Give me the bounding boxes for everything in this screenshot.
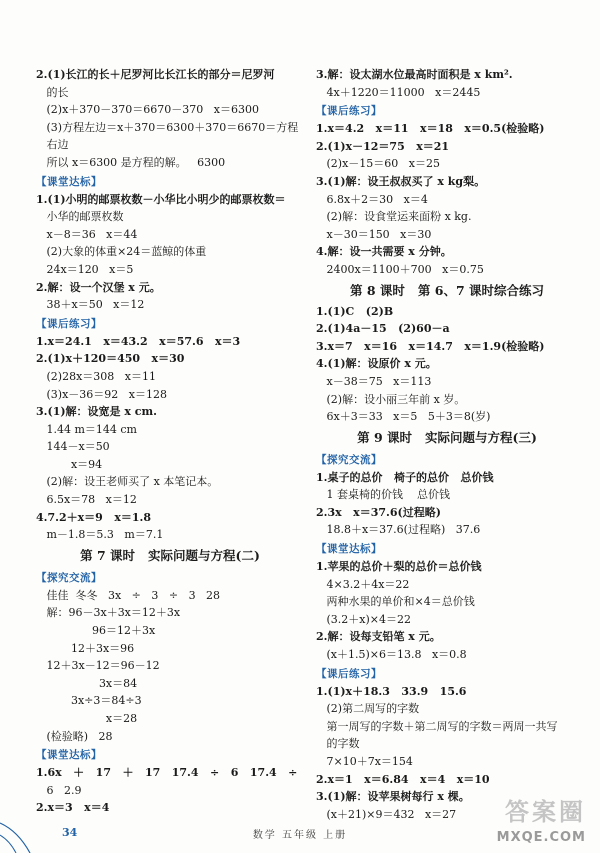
answer-line: 4x＋1220＝11000 x＝2445 <box>316 85 481 99</box>
answer-line: 两种水果的单价和×4＝总价钱 <box>316 595 475 609</box>
section-tag <box>36 172 304 191</box>
question-line: 2.解：设一个汉堡 x 元。 <box>36 280 161 294</box>
answer-line: 1.44 m＝144 cm <box>36 422 137 436</box>
answer-line: x－30＝150 x＝30 <box>316 227 432 241</box>
lesson-heading: 第 9 课时 实际问题与方程(三) <box>357 429 537 445</box>
answer-line: (3.2＋x)×4＝22 <box>316 612 411 626</box>
section-tag <box>316 539 578 558</box>
answer-line: (检验略) 28 <box>36 729 113 743</box>
question-line: 3.(1)解：设苹果树每行 x 棵。 <box>316 790 470 804</box>
answer-line: (3)x－36＝92 x＝128 <box>36 387 167 401</box>
question-line: 1.(1)小明的邮票枚数－小华比小明少的邮票枚数＝ <box>36 192 286 206</box>
section-tag-label: 【探究交流】 <box>36 571 102 584</box>
question-line: 3.x＝7 x＝16 x＝14.7 x＝1.9(检验略) <box>316 339 545 353</box>
question-line: 1.(1)C (2)B <box>316 304 394 318</box>
answer-line: 18.8＋x＝37.6(过程略) 37.6 <box>316 523 481 537</box>
question-line: 1.桌子的总价 椅子的总价 总价钱 <box>316 470 494 484</box>
section-tag <box>36 745 304 764</box>
answer-line: 144－x＝50 <box>36 440 110 454</box>
right-column <box>316 66 578 823</box>
section-tag <box>316 101 578 120</box>
question-line: 4.解：设一共需要 x 分钟。 <box>316 245 452 259</box>
section-tag-label: 【课堂达标】 <box>316 543 382 556</box>
question-line: 3.(1)解：设王叔叔买了 x kg梨。 <box>316 174 486 188</box>
answer-line: 所以 x＝6300 是方程的解。 6300 <box>36 155 226 169</box>
lesson-heading: 第 7 课时 实际问题与方程(二) <box>80 547 260 563</box>
question-line: 1.(1)x＋18.3 33.9 15.6 <box>316 684 467 698</box>
section-tag <box>36 314 304 333</box>
answer-line: 12＋3x＝96 <box>36 641 135 655</box>
question-line: 3.(1)解：设宽是 x cm. <box>36 405 157 419</box>
answer-line: 24x＝120 x＝5 <box>36 262 134 276</box>
question-line: 2.(1)4a－15 (2)60－a <box>316 322 450 336</box>
question-line: 2.(1)x－12＝75 x＝21 <box>316 139 450 153</box>
answer-line: 6.5x＝78 x＝12 <box>36 493 137 507</box>
answer-line: (2)大象的体重×24＝蓝鲸的体重 <box>36 245 207 259</box>
answer-line: (2)28x＝308 x＝11 <box>36 369 156 383</box>
answer-line: x＝94 <box>36 457 103 471</box>
question-line: 4.7.2＋x＝9 x＝1.8 <box>36 510 152 524</box>
section-tag-label: 【课后练习】 <box>36 317 102 330</box>
answer-line: (2)第二周写的字数 <box>316 702 420 716</box>
answer-line: (2)解：设小丽三年前 x 岁。 <box>316 392 466 406</box>
answer-line: 3x＝84 <box>36 676 138 690</box>
answer-line: (2)解：设食堂运来面粉 x kg. <box>316 210 472 224</box>
answer-line: 2400x＝1100＋700 x＝0.75 <box>316 262 484 276</box>
watermark-text: MXQE.COM <box>496 830 586 845</box>
section-tag-label: 【课后练习】 <box>316 667 382 680</box>
answer-line: m－1.8＝5.3 m＝7.1 <box>36 528 164 542</box>
answer-line: 96＝12＋3x <box>36 624 156 638</box>
page-number: 34 <box>62 826 78 839</box>
answer-line: 6x＋3＝33 x＝5 5＋3＝8(岁) <box>316 410 491 424</box>
watermark-logo: 答案圈 <box>505 798 586 826</box>
answer-line: 的长 <box>36 85 69 99</box>
section-tag <box>316 664 578 683</box>
answer-line: 小华的邮票枚数 <box>36 210 124 224</box>
answer-line: 6 2.9 <box>36 783 82 797</box>
answer-line: 第一周写的字数＋第二周写的字数＝两周一共写 <box>316 719 558 733</box>
answer-line: 右边 <box>36 138 69 152</box>
question-line: 2.x＝1 x＝6.84 x＝4 x＝10 <box>316 772 490 786</box>
left-column <box>36 66 304 817</box>
section-tag <box>316 450 578 469</box>
section-tag-label: 【课堂达标】 <box>36 749 102 762</box>
answer-line: 的字数 <box>316 737 360 751</box>
question-line: 2.(1)长江的长＋尼罗河比长江长的部分＝尼罗河 <box>36 68 275 81</box>
answer-line: 38＋x＝50 x＝12 <box>36 298 145 312</box>
question-line: 3.解：设太湖水位最高时面积是 x km². <box>316 68 513 81</box>
answer-line: x－38＝75 x＝113 <box>316 374 432 388</box>
answer-line: 6.8x＋2＝30 x＝4 <box>316 192 428 206</box>
answer-line: 1 套桌椅的价钱 总价钱 <box>316 488 450 502</box>
question-line: 1.6x ＋ 17 ＋ 17 17.4 ÷ 6 17.4 ÷ <box>36 766 298 780</box>
section-tag <box>36 568 304 587</box>
answer-line: 4×3.2＋4x＝22 <box>316 577 410 591</box>
answer-line: (2)x＋370－370＝6670－370 x＝6300 <box>36 103 259 117</box>
answer-line: 解：96－3x＋3x＝12＋3x <box>36 606 181 620</box>
answer-line: x－8＝36 x＝44 <box>36 227 138 241</box>
question-line: 1.x＝4.2 x＝11 x＝18 x＝0.5(检验略) <box>316 122 545 136</box>
answer-line: 佳佳 冬冬 3x ÷ 3 ÷ 3 28 <box>36 588 221 602</box>
question-line: 2.解：设每支铅笔 x 元。 <box>316 630 441 644</box>
answer-line: (2)解：设王老师买了 x 本笔记本。 <box>36 475 219 489</box>
lesson-heading: 第 8 课时 第 6、7 课时综合练习 <box>349 282 545 298</box>
answer-line: (x＋21)×9＝432 x＝27 <box>316 807 457 821</box>
question-line: 2.x＝3 x＝4 <box>36 801 110 815</box>
question-line: 1.苹果的总价＋梨的总价＝总价钱 <box>316 560 482 574</box>
answer-line: 7×10＋7x＝154 <box>316 755 413 768</box>
answer-line: (3)方程左边＝x＋370＝6300＋370＝6670＝方程 <box>36 120 299 134</box>
answer-line: 3x÷3＝84÷3 <box>36 694 142 708</box>
section-tag-label: 【探究交流】 <box>316 453 382 466</box>
question-line: 4.(1)解：设原价 x 元。 <box>316 357 437 371</box>
section-tag-label: 【课堂达标】 <box>36 175 102 188</box>
page-footer: 数学 五年级 上册 <box>252 830 348 841</box>
answer-line: (x＋1.5)×6＝13.8 x＝0.8 <box>316 648 467 662</box>
question-line: 2.3x x＝37.6(过程略) <box>316 505 441 519</box>
answer-line: (2)x－15＝60 x＝25 <box>316 157 440 171</box>
question-line: 2.(1)x＋120＝450 x＝30 <box>36 352 185 366</box>
question-line: 1.x＝24.1 x＝43.2 x＝57.6 x＝3 <box>36 334 241 348</box>
section-tag-label: 【课后练习】 <box>316 105 382 118</box>
answer-line: x＝28 <box>36 712 138 725</box>
answer-line: 12＋3x－12＝96－12 <box>36 659 160 673</box>
